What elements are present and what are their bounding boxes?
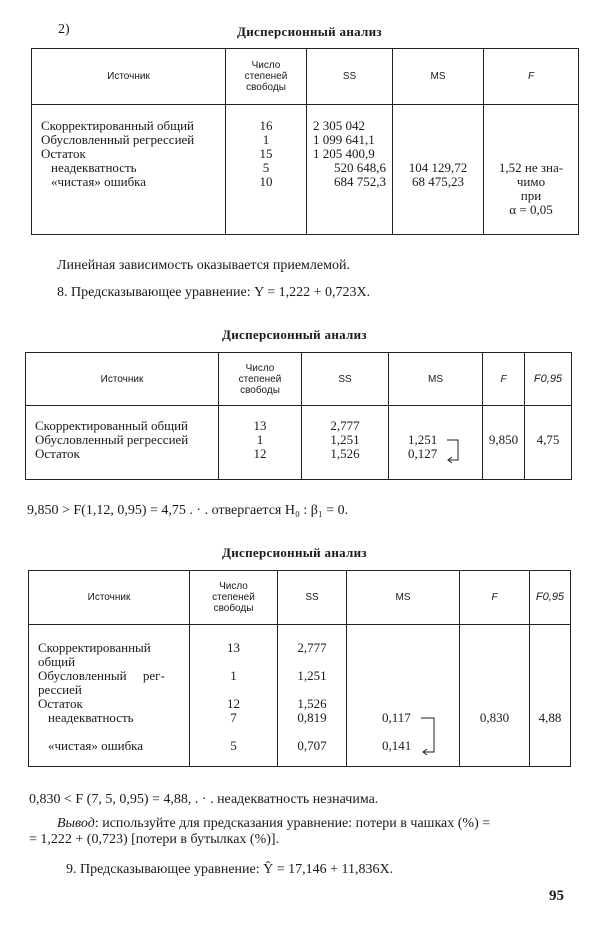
table2-ms	[389, 406, 483, 480]
table-cell: 12	[253, 446, 267, 461]
table-cell: Остаток	[35, 446, 80, 461]
table1-header-df: Число степеней свободы	[226, 49, 307, 105]
table-cell: Обусловленный рег-	[38, 668, 165, 683]
table-cell: 1,526	[330, 446, 360, 461]
paragraph-equation-8: 8. Предсказывающее уравнение: Y = 1,222 + 0,723X.	[57, 285, 371, 300]
table3-header-source: Источник	[29, 571, 190, 625]
table1-title: Дисперсионный анализ	[237, 24, 382, 39]
table3-sources	[29, 625, 190, 767]
table2-ss	[302, 406, 389, 480]
table3-title: Дисперсионный анализ	[222, 545, 367, 560]
table-cell: 68 475,23	[412, 174, 464, 189]
table2-fcrit	[525, 406, 572, 480]
table-cell: неадекватность	[48, 710, 134, 725]
table-cell: 1 205 400,9	[313, 146, 375, 161]
table2-header-ms: MS	[389, 353, 483, 406]
table2-header-ss: SS	[302, 353, 389, 406]
table-cell: неадекватность	[51, 160, 137, 175]
table2-header-df: Число степеней свободы	[219, 353, 302, 406]
section-marker: 2)	[58, 22, 70, 37]
table-cell: Скорректированный общий	[35, 418, 189, 433]
table-cell: общий	[38, 654, 76, 669]
table-cell: 520 648,6	[334, 160, 386, 175]
paragraph-equation-9: 9. Предсказывающее уравнение: Ŷ = 17,146 + 11,836X.	[66, 862, 394, 877]
table3	[28, 570, 571, 767]
table1-ss	[307, 105, 393, 235]
conclusion-text: : используйте для предсказания уравнение: потери в чашках (%) =	[94, 816, 491, 831]
table-cell: Остаток	[41, 146, 86, 161]
table-cell: 0,117	[382, 710, 411, 725]
pointer-arrow-icon	[420, 716, 442, 756]
pointer-arrow-icon	[446, 438, 466, 464]
table-cell: 1,526	[297, 696, 327, 711]
table-cell: 4,88	[538, 710, 562, 725]
paragraph-lack-of-fit: 0,830 < F (7, 5, 0,95) = 4,88, . · . неадекватность незначима.	[29, 792, 379, 807]
table-cell: 16	[259, 118, 273, 133]
table-cell: 7	[230, 710, 237, 725]
table-cell: Скорректированный общий	[41, 118, 195, 133]
table-cell: 2 305 042	[313, 118, 365, 133]
table1-header-source: Источник	[32, 49, 226, 105]
paragraph-h0-reject: 9,850 > F(1,12, 0,95) = 4,75 . · . отвергается H₀ : β₁ = 0.	[27, 503, 349, 518]
table-cell: 5	[262, 160, 270, 175]
table-cell: 12	[227, 696, 240, 711]
table2-sources	[26, 406, 219, 480]
table-cell: 0,819	[297, 710, 327, 725]
paragraph-linear: Линейная зависимость оказывается приемлемой.	[57, 258, 350, 273]
table-cell: 104 129,72	[408, 160, 468, 175]
table3-header-ms: MS	[347, 571, 460, 625]
table2-header-source: Источник	[26, 353, 219, 406]
table-cell: 0,141	[382, 738, 412, 753]
page-number: 95	[549, 888, 564, 904]
table2-header-f: F	[483, 353, 525, 406]
table-cell: 684 752,3	[334, 174, 386, 189]
table2-f	[483, 406, 525, 480]
table2-df	[219, 406, 302, 480]
table-cell: 0,707	[297, 738, 327, 753]
table-cell: рессией	[38, 682, 82, 697]
table-cell: 1,251	[408, 432, 438, 447]
table-cell: 1,52 не зна-	[498, 160, 564, 175]
table-cell: 13	[227, 640, 240, 655]
table3-header-ss: SS	[278, 571, 347, 625]
table-cell: 1 099 641,1	[313, 132, 375, 147]
table-cell: «чистая» ошибка	[48, 738, 144, 753]
table-cell: чимо	[516, 174, 546, 189]
table-cell: α = 0,05	[509, 202, 553, 217]
table1	[31, 48, 579, 235]
conclusion-label: Вывод	[57, 816, 95, 831]
table1-header-ms: MS	[393, 49, 484, 105]
table-cell: 1	[262, 132, 270, 147]
table-cell: при	[520, 188, 542, 203]
table1-sources	[32, 105, 226, 235]
paragraph-conclusion-line2: = 1,222 + (0,723) [потери в бутылках (%)].	[29, 832, 280, 847]
table1-df	[226, 105, 307, 235]
table-cell: Обусловленный регрессией	[35, 432, 189, 447]
table-cell: 13	[253, 418, 267, 433]
table-cell: 1	[256, 432, 264, 447]
table-cell: 0,830	[479, 710, 510, 725]
table1-header-f: F	[484, 49, 579, 105]
table-cell: 9,850	[488, 432, 519, 447]
table3-f	[460, 625, 530, 767]
table-cell: 2,777	[330, 418, 360, 433]
table2-header-fcrit: F0,95	[525, 353, 572, 406]
paragraph-conclusion	[57, 816, 490, 832]
table3-df	[190, 625, 278, 767]
table-cell: 0,127	[408, 446, 438, 461]
table-cell: 1,251	[297, 668, 327, 683]
table-cell: Остаток	[38, 696, 83, 711]
table3-ms	[347, 625, 460, 767]
table2	[25, 352, 572, 480]
table-cell: «чистая» ошибка	[51, 174, 147, 189]
table1-f	[484, 105, 579, 235]
table-cell: 5	[230, 738, 237, 753]
table-cell: Скорректированный	[38, 640, 151, 655]
table-cell: 4,75	[536, 432, 560, 447]
table3-fcrit	[530, 625, 571, 767]
table-cell: 1	[230, 668, 237, 683]
table-cell: 10	[259, 174, 273, 189]
table3-header-df: Число степеней свободы	[190, 571, 278, 625]
table3-ss	[278, 625, 347, 767]
table-cell: 2,777	[297, 640, 327, 655]
table1-ms	[393, 105, 484, 235]
table3-header-f: F	[460, 571, 530, 625]
table-cell: 1,251	[330, 432, 360, 447]
table-cell: 15	[259, 146, 273, 161]
table3-header-fcrit: F0,95	[530, 571, 571, 625]
table1-header-ss: SS	[307, 49, 393, 105]
table2-title: Дисперсионный анализ	[222, 327, 367, 342]
table-cell: Обусловленный регрессией	[41, 132, 195, 147]
